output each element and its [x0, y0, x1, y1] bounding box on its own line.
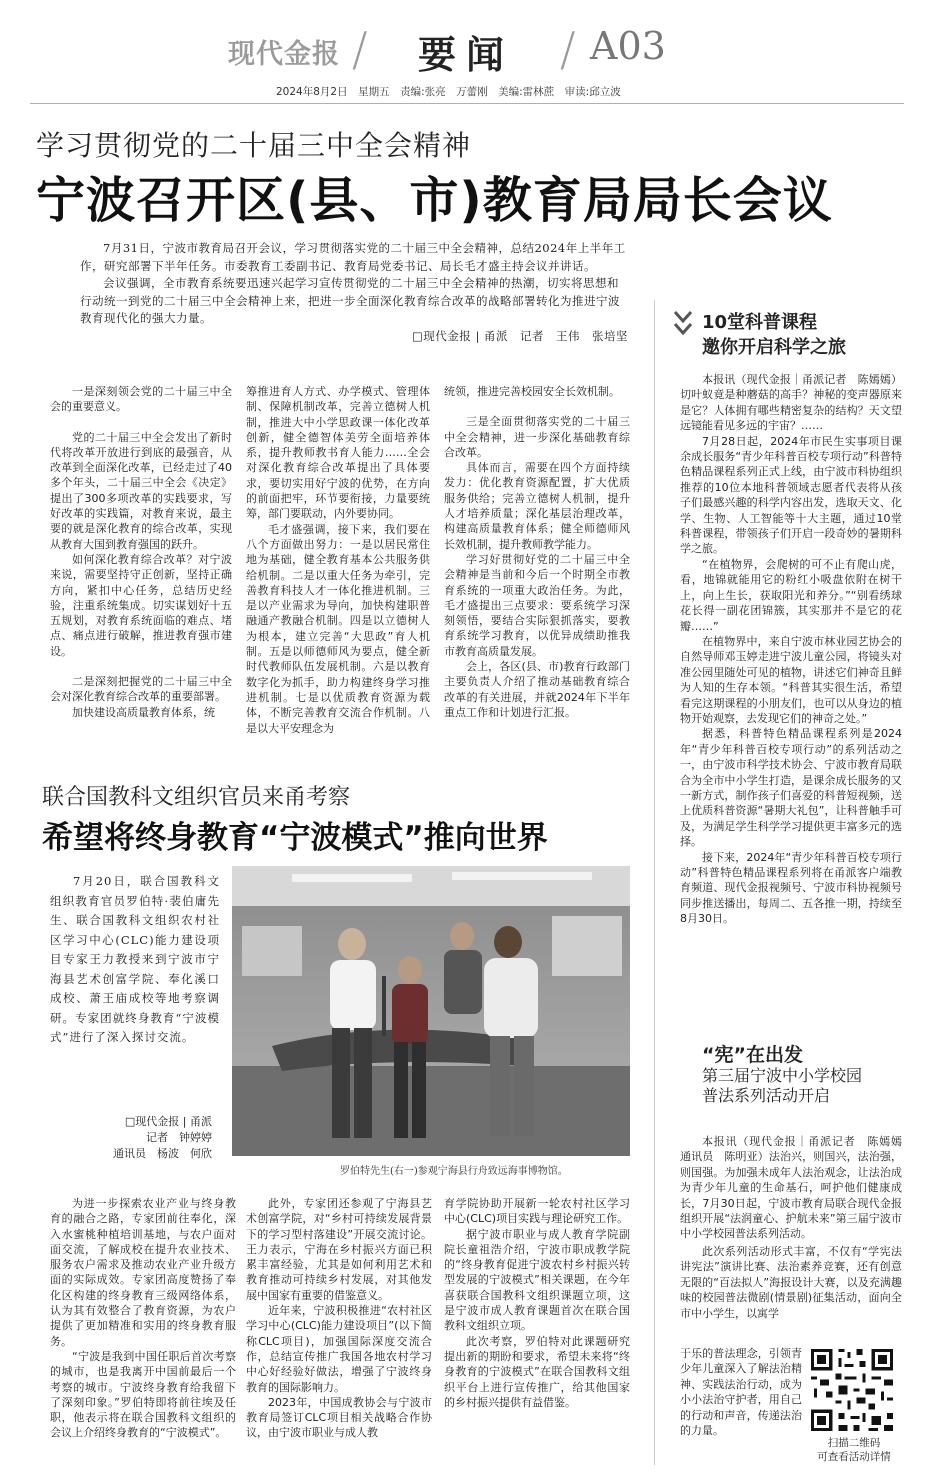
story1-kicker: 学习贯彻党的二十届三中全会精神 — [36, 129, 472, 162]
body-paragraph: “在植物界，会爬树的可不止有爬山虎，看，地锦就能用它的粉红小吸盘依附在树干上，向上生长，获取阳光和养分。”“别看绣球花长得一副花团锦簇，其实那并不是它的花瓣……” — [680, 557, 902, 633]
body-paragraph: 筹推进育人方式、办学模式、管理体制、保障机制改革，完善立德树人机制，推进大中小学思政课一体化改革创新，健全德智体美劳全面培养体系，提升教师教书育人能力……全会对深化教育综合改革提出了具体要求，要切实用好宁波的优势，在方向的前面把牢，环节要衔接，力量要统筹，部门要联动，内外要协同。 — [246, 385, 430, 521]
body-paragraph: 三是全面贯彻落实党的二十届三中全会精神，进一步深化基础教育综合改革。 — [444, 415, 630, 459]
story1-headline: 宁波召开区(县、市)教育局局长会议 — [36, 172, 833, 229]
sidebar2-body — [680, 1134, 913, 1244]
body-paragraph: 据悉，科普特色精品课程系列是2024年“青少年科普百校专项行动”的系列活动之一，由宁波市科学技术协会、宁波市教育局联合为全市中小学生打造，是课余成长服务的又一新方式，制作孩子们喜爱的科普短视频，送上优质科普资源“暑期大礼包”，让科普触手可及，为满足学生科学学习提供更丰富多元的选择。 — [680, 727, 902, 849]
news-photo — [232, 866, 630, 1156]
photo-caption: 罗伯特先生(右一)参观宁海县行舟致远海事博物馆。 — [340, 1166, 568, 1177]
body-paragraph: 如何深化教育综合改革？对宁波来说，需要坚持守正创新，坚持正确方向，紧扣中心任务，总结历史经验，注重系统集成。切实谋划好十五五规划，对教育系统面临的难点、堵点、痛点进行破解，推进教育强市建设。 — [50, 552, 232, 658]
sidebar2-subheadline-line: 第三届宁波中小学校园 — [702, 1066, 863, 1085]
story1-column-2 — [246, 384, 430, 744]
qr-caption-line: 扫描二维码 — [827, 1437, 881, 1449]
sidebar1-headline-line: 10堂科普课程 — [702, 312, 818, 333]
sidebar2-headline: “宪”在出发 — [702, 1044, 803, 1066]
body-paragraph: 2023年，中国成教协会与宁波市教育局签订CLC项目相关战略合作协议，由宁波市职业与成人教 — [246, 1395, 432, 1440]
body-paragraph: 党的二十届三中全会发出了新时代将改革开放进行到底的最强音，从改革到全面深化改革，已经走过了40多个年头，二十届三中全会《决定》提出了300多项改革的实践要求，写好改革的实践篇，对教育来说，最主要的就是深化教育的综合改革，实现从教育大国到教育强国的跃升。 — [50, 430, 232, 551]
body-paragraph: 一是深刻领会党的二十届三中全会的重要意义。 — [50, 385, 232, 414]
story1-byline: □现代金报 | 甬派 记者 王伟 张培坚 — [411, 328, 628, 343]
qr-caption-line: 可查看活动详情 — [817, 1451, 891, 1463]
story2-kicker: 联合国教科文组织官员来甬考察 — [42, 785, 351, 810]
sidebar1-headline — [702, 310, 846, 360]
lead-paragraph: 7月31日，宁波市教育局召开会议，学习贯彻落实党的二十届三中全会精神，总结2024年上半年工作，研究部署下半年任务。市委教育工委副书记、教育局党委书记、局长毛才盛主持会议并讲话。 — [80, 241, 626, 273]
body-paragraph: 育学院协助开展新一轮农村社区学习中心(CLC)项目实践与理论研究工作。 — [444, 1197, 630, 1226]
page-number: A03 — [590, 24, 666, 68]
masthead-divider: / — [560, 22, 576, 76]
body-paragraph: 本报讯（现代金报｜甬派记者 陈嫣嫣）切叶蚁竟是种蘑菇的高手？神秘的变声器原来是它？人体拥有哪些精密复杂的结构？天文望远镜能看见多远的宇宙？…… — [680, 373, 902, 433]
body-paragraph: 毛才盛强调，接下来，我们要在八个方面做出努力：一是以居民常住地为基础，健全教育基本公共服务供给机制。二是以重大任务为牵引，完善教育科技人才一体化推进机制。三是以产业需求为导向，加快构建职普融通产教融合机制。四是以立德树人为根本，建立完善“大思政”育人机制。五是以师德师风为要点，健全新时代教师队伍发展机制。六是以教育数字化为抓手，助力构建终身学习推进机制。七是以优质教育资源为载体，不断完善教育交流合作机制。八是以大平安理念为 — [246, 522, 430, 735]
story1-lead — [80, 240, 628, 344]
story2-byline — [62, 1114, 212, 1162]
qr-code[interactable] — [808, 1346, 896, 1434]
body-paragraph: 7月28日起，2024年市民生实事项目课余成长服务“青少年科普百校专项行动”科普特色精品课程系列正式上线，由宁波市科协组织推荐的10位本地科普领域志愿者代表将从孩子们最感兴趣的科学内容出发，选取天文、化学、生物、人工智能等十大主题，通过10堂科普课程，带领孩子们开启一段奇妙的暑期科学之旅。 — [680, 434, 902, 556]
story2-column-2 — [246, 1196, 432, 1464]
story2-headline: 希望将终身教育“宁波模式”推向世界 — [42, 820, 548, 856]
byline-line: 通讯员 杨波 何欣 — [113, 1147, 212, 1160]
sidebar2-subheadline-line: 普法系列活动开启 — [702, 1086, 831, 1105]
qr-caption — [808, 1436, 900, 1464]
body-paragraph: 此外，专家团还参观了宁海县艺术创富学院，对“乡村可持续发展背景下的学习型村落建设”开展交流讨论。王力表示，宁海在乡村振兴方面已积累丰富经验，尤其是如何利用艺术和教育推动可持续乡村发展，对其他发展中国家有重要的借鉴意义。 — [246, 1197, 432, 1302]
body-paragraph: 本报讯（现代金报｜甬派记者 陈嫣嫣 通讯员 陈明亚）法治兴，则国兴，法治强，则国强。为加强未成年人法治观念，让法治成为青少年儿童的生命基石，呵护他们健康成长，7月30日起，宁波市教育局联合现代金报组织开展“法润童心、护航未来”第三届宁波市中小学校园普法系列活动。 — [680, 1135, 913, 1241]
byline-line: 记者 钟婷婷 — [146, 1131, 212, 1144]
sidebar1-body — [680, 372, 902, 982]
sidebar1-headline-line: 邀你开启科学之旅 — [702, 337, 846, 358]
issue-meta: 2024年8月2日 星期五 责编:张亮 万蕾刚 美编:雷林蔗 审读:邱立波 — [276, 86, 621, 98]
newspaper-brand: 现代金报 — [228, 39, 340, 70]
masthead-divider: / — [352, 22, 368, 76]
byline-line: □现代金报 | 甬派 — [124, 1115, 212, 1128]
body-paragraph: 二是深刻把握党的二十届三中全会对深化教育综合改革的重要部署。 — [50, 675, 232, 704]
body-paragraph: 近年来，宁波积极推进“农村社区学习中心(CLC)能力建设项目”(以下简称CLC项目)，加强国际深度交流合作，总结宣传推广我国各地农村学习中心好经验好做法，增强了宁波终身教育的国际影响力。 — [246, 1304, 432, 1394]
sidebar2-body — [680, 1244, 913, 1344]
body-paragraph: 学习好贯彻好党的二十届三中全会精神是当前和今后一个时期全市教育系统的一项重大政治任务。为此，毛才盛提出三点要求：要系统学习深刻领悟，要结合实际狠抓落实，要教育系统学习教育，以优异成绩助推我市教育高质量发展。 — [444, 552, 630, 658]
lead-paragraph: 会议强调，全市教育系统要迅速兴起学习宣传贯彻党的二十届三中全会精神的热潮，切实将思想和行动统一到党的二十届三中全会精神上来，把进一步全面深化教育综合改革的战略部署转化为推进宁波教育现代化的强大力量。 — [80, 276, 620, 325]
body-paragraph: 加快建设高质量教育体系，统 — [72, 705, 215, 719]
story1-column-1 — [50, 384, 232, 744]
story2-column-3 — [444, 1196, 630, 1464]
lead-paragraph: 7月20日，联合国教科文组织教育官员罗伯特·裴伯庸先生、联合国教科文组织农村社区学习中心(CLC)能力建设项目专家王力教授来到宁波市宁海县艺术创富学院、奉化溪口成校、萧王庙成校等地考察调研。专家团就终身教育“宁波模式”进行了深入探讨交流。 — [50, 874, 220, 1044]
body-paragraph: 为进一步探索农业产业与终身教育的融合之路，专家团前往奉化，深入水蜜桃种植培训基地，与农户面对面交流，了解成校在提升农业技术、服务农户需求及推动农业产业升级方面的实际成效。专家团高度赞扬了奉化区构建的终身教育三级网络体系，认为其有效整合了教育资源，为农户提供了更加精准和实用的终身教育服务。 — [50, 1197, 236, 1348]
sidebar2-body-narrow: 于乐的普法理念，引领青少年儿童深入了解法治精神、实践法治行动，成为小小法治守护者，用自己的行动和声音，传递法治的力量。 — [680, 1347, 802, 1438]
column-divider — [654, 300, 655, 1465]
body-paragraph: “宁波是我到中国任职后首次考察的城市，也是我离开中国前最后一个考察的城市。宁波终身教育给我留下了深刻印象。”罗伯特即将前往埃及任职，他表示将在联合国教科文组织的会议上介绍终身教育的“宁波模式”。 — [50, 1349, 236, 1440]
body-paragraph: 此次考察，罗伯特对此课题研究提出新的期盼和要求，希望未来将“终身教育的宁波模式”在联合国教科文组织平台上进行宣传推广，给其他国家的乡村振兴提供有益借鉴。 — [444, 1334, 630, 1409]
section-name: 要闻 — [418, 32, 515, 77]
body-paragraph: 具体而言，需要在四个方面持续发力：优化教育资源配置，扩大优质服务供给；完善立德树人机制，提升人才培养质量；深化基层治理改革，构建高质量教育体系；健全师德师风长效机制，提升教师教学能力。 — [444, 461, 630, 551]
chevron-down-icon — [672, 308, 694, 344]
masthead-rule — [30, 103, 904, 104]
body-paragraph: 会上，各区(县、市)教育行政部门主要负责人介绍了推动基础教育综合改革的有关进展，并就2024年下半年重点工作和计划进行汇报。 — [444, 660, 630, 719]
body-paragraph: 在植物界中，来自宁波市林业园艺协会的自然导师邓玉婷走进宁波儿童公园，将镜头对准公园里随处可见的植物，讲述它们神奇且鲜为人知的生存本领。“科普其实很生活，希望看完这期课程的小朋友们，也可以从身边的植物开始观察，去发现它们的神奇之处。” — [680, 634, 902, 725]
story1-column-3 — [444, 384, 630, 744]
body-paragraph: 接下来，2024年“青少年科普百校专项行动”科普特色精品课程系列将在甬派客户端教育频道、现代金报视频号、宁波市科协视频号同步推送播出，每周二、五各推一期，持续至8月30日。 — [680, 850, 902, 926]
story2-column-1 — [50, 1196, 236, 1464]
body-paragraph: 统领，推进完善校园安全长效机制。 — [444, 385, 620, 398]
body-paragraph: 此次系列活动形式丰富，不仅有“学宪法 讲宪法”演讲比赛、法治素养竞赛，还有创意无限的“百法拟人”海报设计大赛，以及充满趣味的校园普法微剧(情景剧)征集活动，面向全市中小学生，以寓学 — [680, 1245, 913, 1320]
body-paragraph: 据宁波市职业与成人教育学院副院长童祖浩介绍，宁波市职成教学院的“终身教育促进宁波农村乡村振兴转型发展的宁波模式”相关课题，在今年喜获联合国教科文组织课题立项，这是宁波市成人教育课题首次在联合国教科文组织立项。 — [444, 1227, 630, 1333]
sidebar2-subheadline — [702, 1066, 862, 1106]
